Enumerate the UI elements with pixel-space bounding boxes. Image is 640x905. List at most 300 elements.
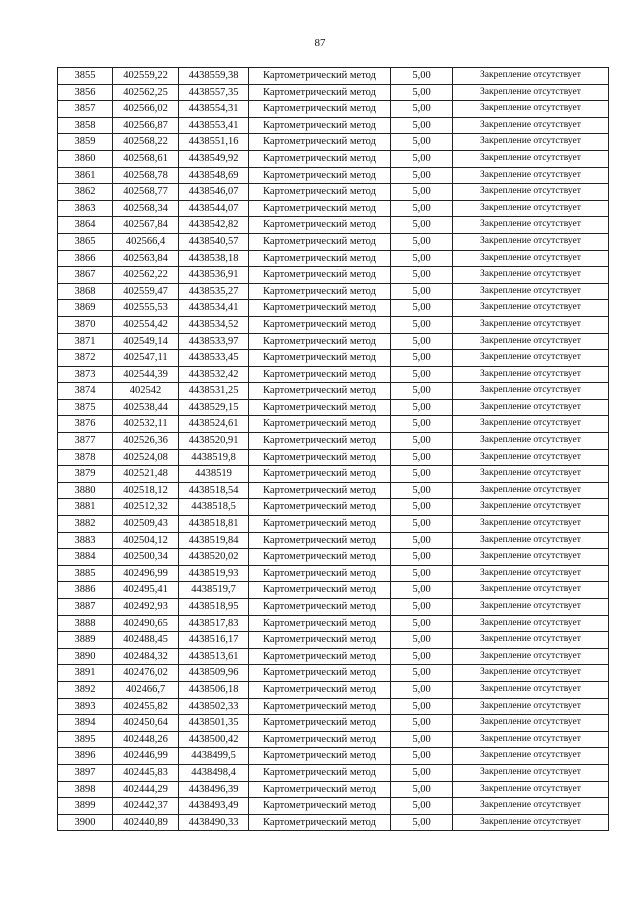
x-coordinate-cell: 402440,89 xyxy=(113,814,179,831)
accuracy-cell: 5,00 xyxy=(391,184,453,201)
table-row xyxy=(58,715,609,732)
y-coordinate-cell: 4438513,61 xyxy=(179,648,249,665)
accuracy-cell: 5,00 xyxy=(391,150,453,167)
y-coordinate-cell: 4438499,5 xyxy=(179,748,249,765)
table-row xyxy=(58,300,609,317)
x-coordinate-cell: 402496,99 xyxy=(113,565,179,582)
method-cell: Картометрический метод xyxy=(249,499,391,516)
point-number-cell: 3872 xyxy=(58,350,113,367)
accuracy-cell: 5,00 xyxy=(391,217,453,234)
method-cell: Картометрический метод xyxy=(249,599,391,616)
fixation-cell: Закрепление отсутствует xyxy=(453,184,609,201)
fixation-cell: Закрепление отсутствует xyxy=(453,350,609,367)
accuracy-cell: 5,00 xyxy=(391,101,453,118)
point-number-cell: 3860 xyxy=(58,150,113,167)
fixation-cell: Закрепление отсутствует xyxy=(453,416,609,433)
accuracy-cell: 5,00 xyxy=(391,350,453,367)
y-coordinate-cell: 4438509,96 xyxy=(179,665,249,682)
fixation-cell: Закрепление отсутствует xyxy=(453,748,609,765)
accuracy-cell: 5,00 xyxy=(391,333,453,350)
fixation-cell: Закрепление отсутствует xyxy=(453,549,609,566)
y-coordinate-cell: 4438520,02 xyxy=(179,549,249,566)
x-coordinate-cell: 402444,29 xyxy=(113,781,179,798)
point-number-cell: 3856 xyxy=(58,84,113,101)
x-coordinate-cell: 402512,32 xyxy=(113,499,179,516)
point-number-cell: 3875 xyxy=(58,399,113,416)
page-number: 87 xyxy=(314,37,326,49)
table-row xyxy=(58,217,609,234)
accuracy-cell: 5,00 xyxy=(391,366,453,383)
fixation-cell: Закрепление отсутствует xyxy=(453,681,609,698)
x-coordinate-cell: 402568,22 xyxy=(113,134,179,151)
y-coordinate-cell: 4438536,91 xyxy=(179,267,249,284)
accuracy-cell: 5,00 xyxy=(391,731,453,748)
table-row xyxy=(58,582,609,599)
point-number-cell: 3882 xyxy=(58,516,113,533)
fixation-cell: Закрепление отсутствует xyxy=(453,250,609,267)
table-row xyxy=(58,449,609,466)
point-number-cell: 3884 xyxy=(58,549,113,566)
point-number-cell: 3857 xyxy=(58,101,113,118)
table-row xyxy=(58,350,609,367)
table-row xyxy=(58,366,609,383)
method-cell: Картометрический метод xyxy=(249,300,391,317)
x-coordinate-cell: 402554,42 xyxy=(113,316,179,333)
table-row xyxy=(58,681,609,698)
fixation-cell: Закрепление отсутствует xyxy=(453,466,609,483)
coordinates-table xyxy=(57,67,609,831)
table-row xyxy=(58,101,609,118)
point-number-cell: 3888 xyxy=(58,615,113,632)
x-coordinate-cell: 402566,4 xyxy=(113,233,179,250)
table-row xyxy=(58,68,609,85)
point-number-cell: 3891 xyxy=(58,665,113,682)
fixation-cell: Закрепление отсутствует xyxy=(453,383,609,400)
x-coordinate-cell: 402521,48 xyxy=(113,466,179,483)
method-cell: Картометрический метод xyxy=(249,117,391,134)
fixation-cell: Закрепление отсутствует xyxy=(453,267,609,284)
fixation-cell: Закрепление отсутствует xyxy=(453,798,609,815)
point-number-cell: 3890 xyxy=(58,648,113,665)
y-coordinate-cell: 4438517,83 xyxy=(179,615,249,632)
accuracy-cell: 5,00 xyxy=(391,814,453,831)
y-coordinate-cell: 4438519,7 xyxy=(179,582,249,599)
accuracy-cell: 5,00 xyxy=(391,466,453,483)
fixation-cell: Закрепление отсутствует xyxy=(453,449,609,466)
x-coordinate-cell: 402532,11 xyxy=(113,416,179,433)
fixation-cell: Закрепление отсутствует xyxy=(453,516,609,533)
x-coordinate-cell: 402445,83 xyxy=(113,764,179,781)
accuracy-cell: 5,00 xyxy=(391,300,453,317)
accuracy-cell: 5,00 xyxy=(391,615,453,632)
fixation-cell: Закрепление отсутствует xyxy=(453,764,609,781)
point-number-cell: 3895 xyxy=(58,731,113,748)
y-coordinate-cell: 4438538,18 xyxy=(179,250,249,267)
point-number-cell: 3879 xyxy=(58,466,113,483)
point-number-cell: 3861 xyxy=(58,167,113,184)
accuracy-cell: 5,00 xyxy=(391,416,453,433)
accuracy-cell: 5,00 xyxy=(391,449,453,466)
x-coordinate-cell: 402549,14 xyxy=(113,333,179,350)
table-row xyxy=(58,399,609,416)
method-cell: Картометрический метод xyxy=(249,383,391,400)
accuracy-cell: 5,00 xyxy=(391,516,453,533)
table-row xyxy=(58,184,609,201)
fixation-cell: Закрепление отсутствует xyxy=(453,134,609,151)
method-cell: Картометрический метод xyxy=(249,764,391,781)
y-coordinate-cell: 4438532,42 xyxy=(179,366,249,383)
method-cell: Картометрический метод xyxy=(249,217,391,234)
table-row xyxy=(58,117,609,134)
x-coordinate-cell: 402566,02 xyxy=(113,101,179,118)
accuracy-cell: 5,00 xyxy=(391,532,453,549)
accuracy-cell: 5,00 xyxy=(391,665,453,682)
x-coordinate-cell: 402518,12 xyxy=(113,482,179,499)
accuracy-cell: 5,00 xyxy=(391,715,453,732)
x-coordinate-cell: 402509,43 xyxy=(113,516,179,533)
accuracy-cell: 5,00 xyxy=(391,482,453,499)
method-cell: Картометрический метод xyxy=(249,482,391,499)
fixation-cell: Закрепление отсутствует xyxy=(453,482,609,499)
y-coordinate-cell: 4438540,57 xyxy=(179,233,249,250)
x-coordinate-cell: 402484,32 xyxy=(113,648,179,665)
accuracy-cell: 5,00 xyxy=(391,798,453,815)
fixation-cell: Закрепление отсутствует xyxy=(453,68,609,85)
table-row xyxy=(58,150,609,167)
point-number-cell: 3897 xyxy=(58,764,113,781)
method-cell: Картометрический метод xyxy=(249,681,391,698)
method-cell: Картометрический метод xyxy=(249,715,391,732)
y-coordinate-cell: 4438518,5 xyxy=(179,499,249,516)
x-coordinate-cell: 402555,53 xyxy=(113,300,179,317)
fixation-cell: Закрепление отсутствует xyxy=(453,781,609,798)
point-number-cell: 3892 xyxy=(58,681,113,698)
point-number-cell: 3881 xyxy=(58,499,113,516)
y-coordinate-cell: 4438533,97 xyxy=(179,333,249,350)
fixation-cell: Закрепление отсутствует xyxy=(453,200,609,217)
method-cell: Картометрический метод xyxy=(249,433,391,450)
accuracy-cell: 5,00 xyxy=(391,632,453,649)
x-coordinate-cell: 402442,37 xyxy=(113,798,179,815)
y-coordinate-cell: 4438529,15 xyxy=(179,399,249,416)
y-coordinate-cell: 4438533,45 xyxy=(179,350,249,367)
method-cell: Картометрический метод xyxy=(249,516,391,533)
y-coordinate-cell: 4438520,91 xyxy=(179,433,249,450)
accuracy-cell: 5,00 xyxy=(391,134,453,151)
x-coordinate-cell: 402544,39 xyxy=(113,366,179,383)
fixation-cell: Закрепление отсутствует xyxy=(453,565,609,582)
method-cell: Картометрический метод xyxy=(249,565,391,582)
y-coordinate-cell: 4438534,41 xyxy=(179,300,249,317)
y-coordinate-cell: 4438493,49 xyxy=(179,798,249,815)
table-row xyxy=(58,731,609,748)
y-coordinate-cell: 4438496,39 xyxy=(179,781,249,798)
table-row xyxy=(58,267,609,284)
x-coordinate-cell: 402568,77 xyxy=(113,184,179,201)
method-cell: Картометрический метод xyxy=(249,449,391,466)
x-coordinate-cell: 402495,41 xyxy=(113,582,179,599)
fixation-cell: Закрепление отсутствует xyxy=(453,399,609,416)
y-coordinate-cell: 4438542,82 xyxy=(179,217,249,234)
y-coordinate-cell: 4438516,17 xyxy=(179,632,249,649)
point-number-cell: 3874 xyxy=(58,383,113,400)
method-cell: Картометрический метод xyxy=(249,781,391,798)
accuracy-cell: 5,00 xyxy=(391,167,453,184)
y-coordinate-cell: 4438549,92 xyxy=(179,150,249,167)
table-row xyxy=(58,416,609,433)
accuracy-cell: 5,00 xyxy=(391,117,453,134)
point-number-cell: 3878 xyxy=(58,449,113,466)
y-coordinate-cell: 4438506,18 xyxy=(179,681,249,698)
method-cell: Картометрический метод xyxy=(249,814,391,831)
table-row xyxy=(58,200,609,217)
fixation-cell: Закрепление отсутствует xyxy=(453,715,609,732)
y-coordinate-cell: 4438554,31 xyxy=(179,101,249,118)
point-number-cell: 3899 xyxy=(58,798,113,815)
table-row xyxy=(58,316,609,333)
point-number-cell: 3859 xyxy=(58,134,113,151)
y-coordinate-cell: 4438519,84 xyxy=(179,532,249,549)
y-coordinate-cell: 4438546,07 xyxy=(179,184,249,201)
accuracy-cell: 5,00 xyxy=(391,267,453,284)
point-number-cell: 3855 xyxy=(58,68,113,85)
method-cell: Картометрический метод xyxy=(249,582,391,599)
point-number-cell: 3867 xyxy=(58,267,113,284)
method-cell: Картометрический метод xyxy=(249,167,391,184)
fixation-cell: Закрепление отсутствует xyxy=(453,698,609,715)
method-cell: Картометрический метод xyxy=(249,316,391,333)
table-row xyxy=(58,648,609,665)
point-number-cell: 3862 xyxy=(58,184,113,201)
table-row xyxy=(58,433,609,450)
point-number-cell: 3865 xyxy=(58,233,113,250)
table-row xyxy=(58,84,609,101)
table-row xyxy=(58,499,609,516)
method-cell: Картометрический метод xyxy=(249,798,391,815)
method-cell: Картометрический метод xyxy=(249,134,391,151)
table-row xyxy=(58,632,609,649)
point-number-cell: 3885 xyxy=(58,565,113,582)
x-coordinate-cell: 402466,7 xyxy=(113,681,179,698)
point-number-cell: 3900 xyxy=(58,814,113,831)
table-row xyxy=(58,698,609,715)
method-cell: Картометрический метод xyxy=(249,84,391,101)
method-cell: Картометрический метод xyxy=(249,731,391,748)
fixation-cell: Закрепление отсутствует xyxy=(453,283,609,300)
method-cell: Картометрический метод xyxy=(249,648,391,665)
fixation-cell: Закрепление отсутствует xyxy=(453,582,609,599)
point-number-cell: 3889 xyxy=(58,632,113,649)
accuracy-cell: 5,00 xyxy=(391,383,453,400)
y-coordinate-cell: 4438518,95 xyxy=(179,599,249,616)
x-coordinate-cell: 402488,45 xyxy=(113,632,179,649)
y-coordinate-cell: 4438500,42 xyxy=(179,731,249,748)
accuracy-cell: 5,00 xyxy=(391,549,453,566)
method-cell: Картометрический метод xyxy=(249,150,391,167)
table-row xyxy=(58,516,609,533)
fixation-cell: Закрепление отсутствует xyxy=(453,648,609,665)
table-row xyxy=(58,532,609,549)
y-coordinate-cell: 4438548,69 xyxy=(179,167,249,184)
y-coordinate-cell: 4438519 xyxy=(179,466,249,483)
x-coordinate-cell: 402524,08 xyxy=(113,449,179,466)
point-number-cell: 3870 xyxy=(58,316,113,333)
method-cell: Картометрический метод xyxy=(249,68,391,85)
method-cell: Картометрический метод xyxy=(249,184,391,201)
x-coordinate-cell: 402476,02 xyxy=(113,665,179,682)
y-coordinate-cell: 4438490,33 xyxy=(179,814,249,831)
method-cell: Картометрический метод xyxy=(249,200,391,217)
point-number-cell: 3864 xyxy=(58,217,113,234)
table-row xyxy=(58,482,609,499)
point-number-cell: 3868 xyxy=(58,283,113,300)
accuracy-cell: 5,00 xyxy=(391,781,453,798)
accuracy-cell: 5,00 xyxy=(391,433,453,450)
y-coordinate-cell: 4438518,54 xyxy=(179,482,249,499)
x-coordinate-cell: 402559,47 xyxy=(113,283,179,300)
accuracy-cell: 5,00 xyxy=(391,233,453,250)
table-row xyxy=(58,283,609,300)
fixation-cell: Закрепление отсутствует xyxy=(453,117,609,134)
point-number-cell: 3866 xyxy=(58,250,113,267)
method-cell: Картометрический метод xyxy=(249,416,391,433)
x-coordinate-cell: 402500,34 xyxy=(113,549,179,566)
accuracy-cell: 5,00 xyxy=(391,599,453,616)
accuracy-cell: 5,00 xyxy=(391,399,453,416)
method-cell: Картометрический метод xyxy=(249,748,391,765)
x-coordinate-cell: 402538,44 xyxy=(113,399,179,416)
method-cell: Картометрический метод xyxy=(249,267,391,284)
fixation-cell: Закрепление отсутствует xyxy=(453,217,609,234)
point-number-cell: 3886 xyxy=(58,582,113,599)
y-coordinate-cell: 4438557,35 xyxy=(179,84,249,101)
x-coordinate-cell: 402504,12 xyxy=(113,532,179,549)
accuracy-cell: 5,00 xyxy=(391,648,453,665)
fixation-cell: Закрепление отсутствует xyxy=(453,150,609,167)
table-row xyxy=(58,814,609,831)
point-number-cell: 3869 xyxy=(58,300,113,317)
point-number-cell: 3877 xyxy=(58,433,113,450)
table-row xyxy=(58,565,609,582)
point-number-cell: 3871 xyxy=(58,333,113,350)
y-coordinate-cell: 4438535,27 xyxy=(179,283,249,300)
point-number-cell: 3876 xyxy=(58,416,113,433)
fixation-cell: Закрепление отсутствует xyxy=(453,167,609,184)
accuracy-cell: 5,00 xyxy=(391,200,453,217)
method-cell: Картометрический метод xyxy=(249,233,391,250)
fixation-cell: Закрепление отсутствует xyxy=(453,433,609,450)
accuracy-cell: 5,00 xyxy=(391,681,453,698)
y-coordinate-cell: 4438551,16 xyxy=(179,134,249,151)
table-row xyxy=(58,748,609,765)
coordinates-table-body xyxy=(58,68,609,831)
fixation-cell: Закрепление отсутствует xyxy=(453,499,609,516)
x-coordinate-cell: 402492,93 xyxy=(113,599,179,616)
point-number-cell: 3898 xyxy=(58,781,113,798)
table-row xyxy=(58,134,609,151)
method-cell: Картометрический метод xyxy=(249,399,391,416)
x-coordinate-cell: 402547,11 xyxy=(113,350,179,367)
y-coordinate-cell: 4438534,52 xyxy=(179,316,249,333)
fixation-cell: Закрепление отсутствует xyxy=(453,366,609,383)
table-row xyxy=(58,466,609,483)
fixation-cell: Закрепление отсутствует xyxy=(453,333,609,350)
table-row xyxy=(58,781,609,798)
x-coordinate-cell: 402567,84 xyxy=(113,217,179,234)
x-coordinate-cell: 402568,78 xyxy=(113,167,179,184)
y-coordinate-cell: 4438524,61 xyxy=(179,416,249,433)
method-cell: Картометрический метод xyxy=(249,366,391,383)
fixation-cell: Закрепление отсутствует xyxy=(453,532,609,549)
x-coordinate-cell: 402455,82 xyxy=(113,698,179,715)
accuracy-cell: 5,00 xyxy=(391,764,453,781)
y-coordinate-cell: 4438519,93 xyxy=(179,565,249,582)
method-cell: Картометрический метод xyxy=(249,283,391,300)
accuracy-cell: 5,00 xyxy=(391,283,453,300)
y-coordinate-cell: 4438519,8 xyxy=(179,449,249,466)
table-row xyxy=(58,599,609,616)
accuracy-cell: 5,00 xyxy=(391,250,453,267)
table-row xyxy=(58,615,609,632)
x-coordinate-cell: 402450,64 xyxy=(113,715,179,732)
x-coordinate-cell: 402562,25 xyxy=(113,84,179,101)
fixation-cell: Закрепление отсутствует xyxy=(453,731,609,748)
accuracy-cell: 5,00 xyxy=(391,499,453,516)
x-coordinate-cell: 402563,84 xyxy=(113,250,179,267)
point-number-cell: 3896 xyxy=(58,748,113,765)
point-number-cell: 3894 xyxy=(58,715,113,732)
fixation-cell: Закрепление отсутствует xyxy=(453,632,609,649)
method-cell: Картометрический метод xyxy=(249,665,391,682)
x-coordinate-cell: 402490,65 xyxy=(113,615,179,632)
x-coordinate-cell: 402448,26 xyxy=(113,731,179,748)
table-row xyxy=(58,333,609,350)
fixation-cell: Закрепление отсутствует xyxy=(453,101,609,118)
method-cell: Картометрический метод xyxy=(249,549,391,566)
y-coordinate-cell: 4438502,33 xyxy=(179,698,249,715)
fixation-cell: Закрепление отсутствует xyxy=(453,316,609,333)
fixation-cell: Закрепление отсутствует xyxy=(453,300,609,317)
method-cell: Картометрический метод xyxy=(249,698,391,715)
point-number-cell: 3858 xyxy=(58,117,113,134)
method-cell: Картометрический метод xyxy=(249,466,391,483)
x-coordinate-cell: 402562,22 xyxy=(113,267,179,284)
accuracy-cell: 5,00 xyxy=(391,698,453,715)
method-cell: Картометрический метод xyxy=(249,350,391,367)
y-coordinate-cell: 4438501,35 xyxy=(179,715,249,732)
table-row xyxy=(58,167,609,184)
x-coordinate-cell: 402559,22 xyxy=(113,68,179,85)
method-cell: Картометрический метод xyxy=(249,632,391,649)
point-number-cell: 3887 xyxy=(58,599,113,616)
accuracy-cell: 5,00 xyxy=(391,748,453,765)
y-coordinate-cell: 4438498,4 xyxy=(179,764,249,781)
table-row xyxy=(58,549,609,566)
fixation-cell: Закрепление отсутствует xyxy=(453,233,609,250)
table-row xyxy=(58,798,609,815)
point-number-cell: 3863 xyxy=(58,200,113,217)
table-row xyxy=(58,665,609,682)
fixation-cell: Закрепление отсутствует xyxy=(453,84,609,101)
y-coordinate-cell: 4438559,38 xyxy=(179,68,249,85)
accuracy-cell: 5,00 xyxy=(391,316,453,333)
method-cell: Картометрический метод xyxy=(249,615,391,632)
method-cell: Картометрический метод xyxy=(249,101,391,118)
x-coordinate-cell: 402566,87 xyxy=(113,117,179,134)
x-coordinate-cell: 402526,36 xyxy=(113,433,179,450)
accuracy-cell: 5,00 xyxy=(391,565,453,582)
y-coordinate-cell: 4438544,07 xyxy=(179,200,249,217)
